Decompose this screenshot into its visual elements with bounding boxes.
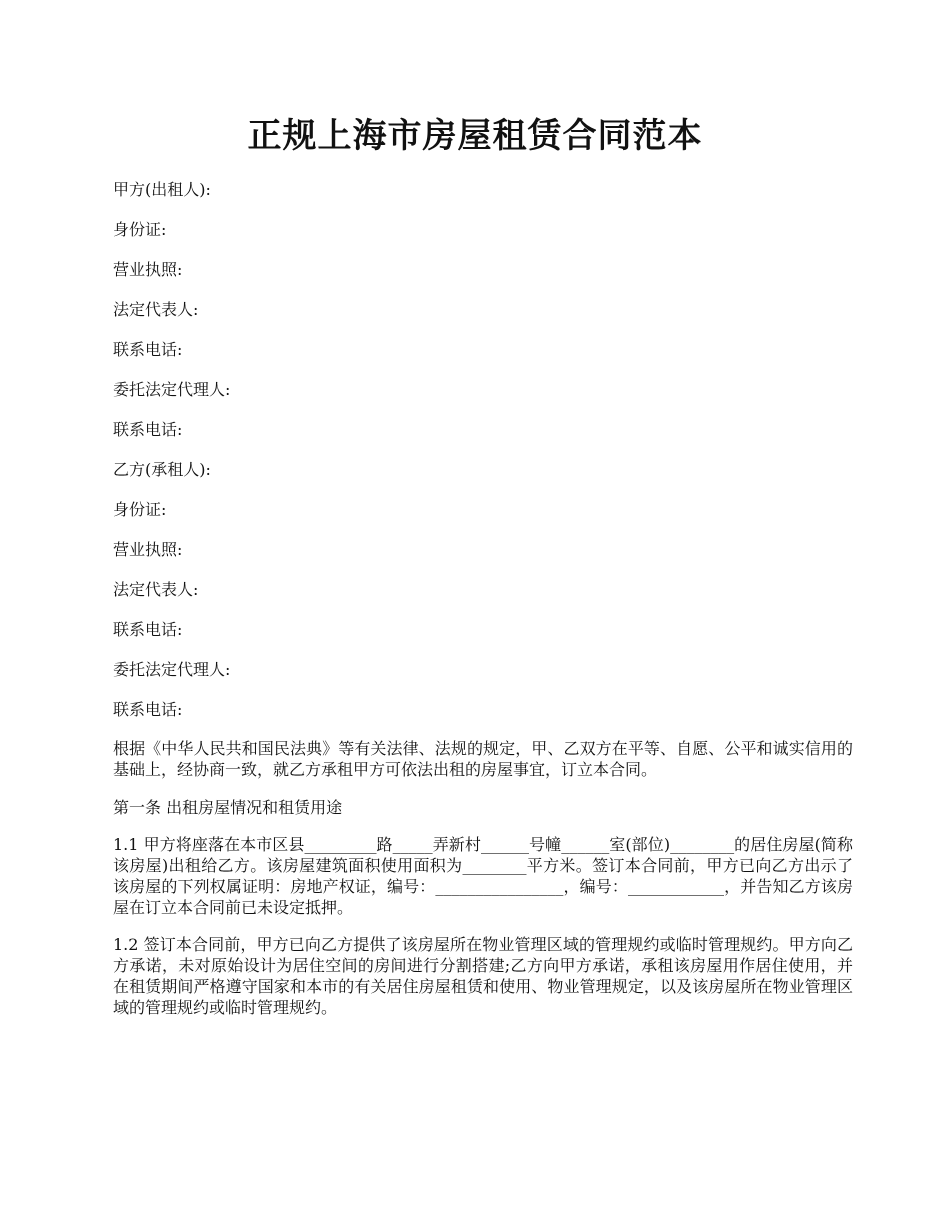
party-b-id-card: 身份证: bbox=[113, 500, 167, 519]
party-b-legal-rep: 法定代表人: bbox=[113, 580, 199, 599]
party-b-agent-phone: 联系电话: bbox=[113, 700, 183, 719]
clause-1-2: 1.2 签订本合同前，甲方已向乙方提供了该房屋所在物业管理区域的管理规约或临时管理规约。甲方向乙方承诺，未对原始设计为居住空间的房间进行分割搭建;乙方向甲方承诺，承租该房屋用作居住使用，并在租赁期间严格遵守国家和本市的有关居住房屋租赁和使用、物业管理规定，以及该房屋所在物业管理区域的管理规约或临时管理规约。 bbox=[113, 935, 853, 1017]
party-b-label: 乙方(承租人): bbox=[113, 460, 211, 479]
party-a-agent-phone: 联系电话: bbox=[113, 420, 183, 439]
party-a-legal-rep: 法定代表人: bbox=[113, 300, 199, 319]
article-1-heading: 第一条 出租房屋情况和租赁用途 bbox=[113, 798, 343, 817]
party-a-label: 甲方(出租人): bbox=[113, 180, 211, 199]
clause-1-1: 1.1 甲方将座落在本市区县_________路_____弄新村______号幢______室(部位)________的居住房屋(简称该房屋)出租给乙方。该房屋建筑面积使用面积为________平方米。签订本合同前，甲方已向乙方出示了该房屋的下列权属证明：房地产权证，编号：________________，编号：____________，并告知乙方该房屋在订立本合同前已未设定抵押。 bbox=[113, 835, 853, 917]
document-title: 正规上海市房屋租赁合同范本 bbox=[247, 116, 703, 156]
party-a-id-card: 身份证: bbox=[113, 220, 167, 239]
party-b-agent: 委托法定代理人: bbox=[113, 660, 231, 679]
preamble-paragraph: 根据《中华人民共和国民法典》等有关法律、法规的规定，甲、乙双方在平等、自愿、公平和诚实信用的基础上，经协商一致，就乙方承租甲方可依法出租的房屋事宜，订立本合同。 bbox=[113, 739, 853, 779]
party-b-phone: 联系电话: bbox=[113, 620, 183, 639]
party-a-phone: 联系电话: bbox=[113, 340, 183, 359]
party-a-business-license: 营业执照: bbox=[113, 260, 183, 279]
document-body bbox=[113, 178, 853, 1034]
party-a-agent: 委托法定代理人: bbox=[113, 380, 231, 399]
party-b-business-license: 营业执照: bbox=[113, 540, 183, 559]
